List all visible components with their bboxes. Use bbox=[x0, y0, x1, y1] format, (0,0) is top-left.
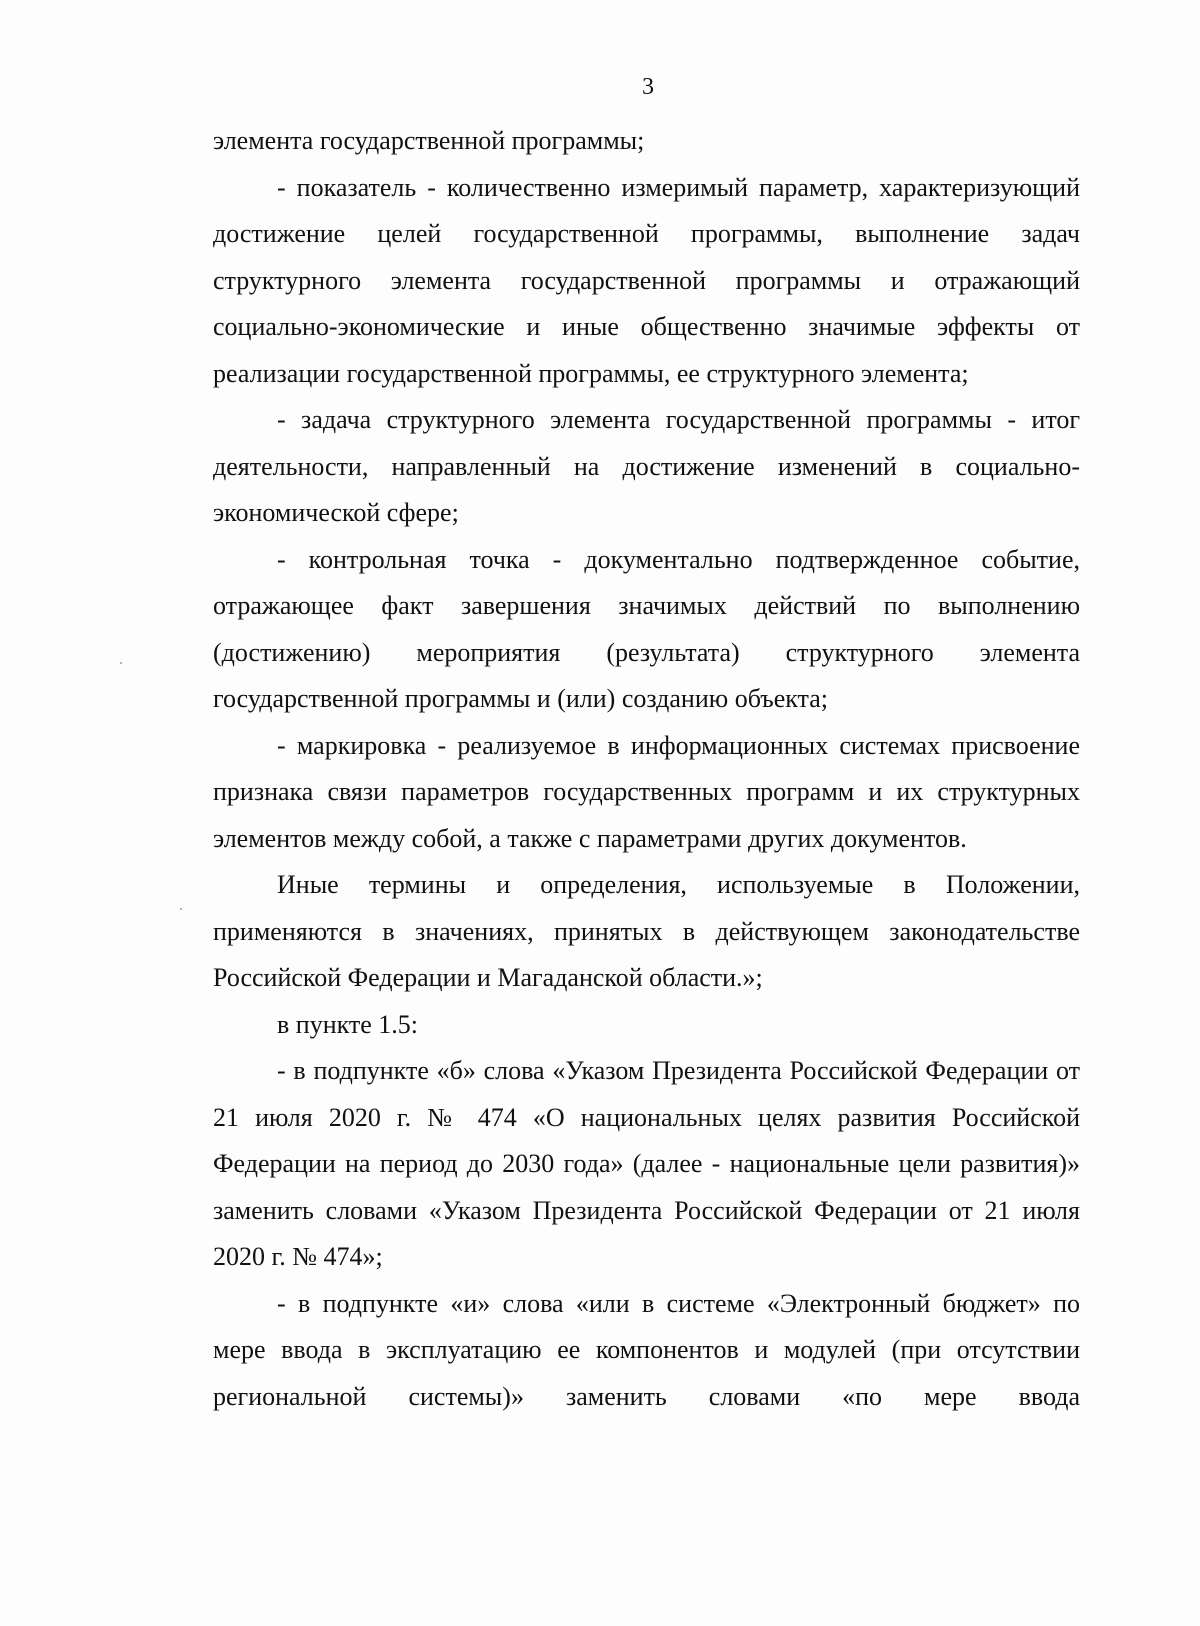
paragraph-continuation: элемента государственной программы; bbox=[213, 126, 645, 155]
paragraph-indicator-definition: - показатель - количественно измеримый параметр, характеризующий достижение целей государственной программы, выполнение задач структурного элемента государственной программы и отражающий социально-экономические и иные общественно значимые эффекты от реализации государственной программы, ее структурного элемента; bbox=[213, 172, 1080, 388]
paragraph-other-terms: Иные термины и определения, используемые в Положении, применяются в значениях, принятых в действующем законодательстве Российской Федерации и Магаданской области.»; bbox=[213, 870, 1080, 992]
document-body bbox=[213, 118, 1080, 1420]
paragraph-subclause-i: - в подпункте «и» слова «или в системе «Электронный бюджет» по мере ввода в эксплуатацию ее компонентов и модулей (при отсутствии региональной системы)» заменить словами «по мере ввода bbox=[213, 1288, 1080, 1411]
page-number: 3 bbox=[642, 74, 654, 100]
scan-speck bbox=[180, 908, 182, 910]
paragraph-checkpoint-definition: - контрольная точка - документально подтвержденное событие, отражающее факт завершения значимых действий по выполнению (достижению) мероприятия (результата) структурного элемента государственной программы и (или) созданию объекта; bbox=[213, 544, 1080, 713]
scan-speck bbox=[120, 662, 122, 664]
paragraph-subclause-b: - в подпункте «б» слова «Указом Президента Российской Федерации от 21 июля 2020 г. № 474 «О национальных целях развития Российской Федерации на период до 2030 года» (далее - национальные цели развития)» заменить словами «Указом Президента Российской Федерации от 21 июля 2020 г. № 474»; bbox=[213, 1056, 1080, 1271]
paragraph-task-definition: - задача структурного элемента государственной программы - итог деятельности, направленный на достижение изменений в социально-экономической сфере; bbox=[213, 405, 1080, 527]
paragraph-marking-definition: - маркировка - реализуемое в информационных системах присвоение признака связи параметров государственных программ и их структурных элементов между собой, а также с параметрами других документов. bbox=[213, 730, 1080, 853]
paragraph-clause-1-5: в пункте 1.5: bbox=[277, 1009, 419, 1039]
